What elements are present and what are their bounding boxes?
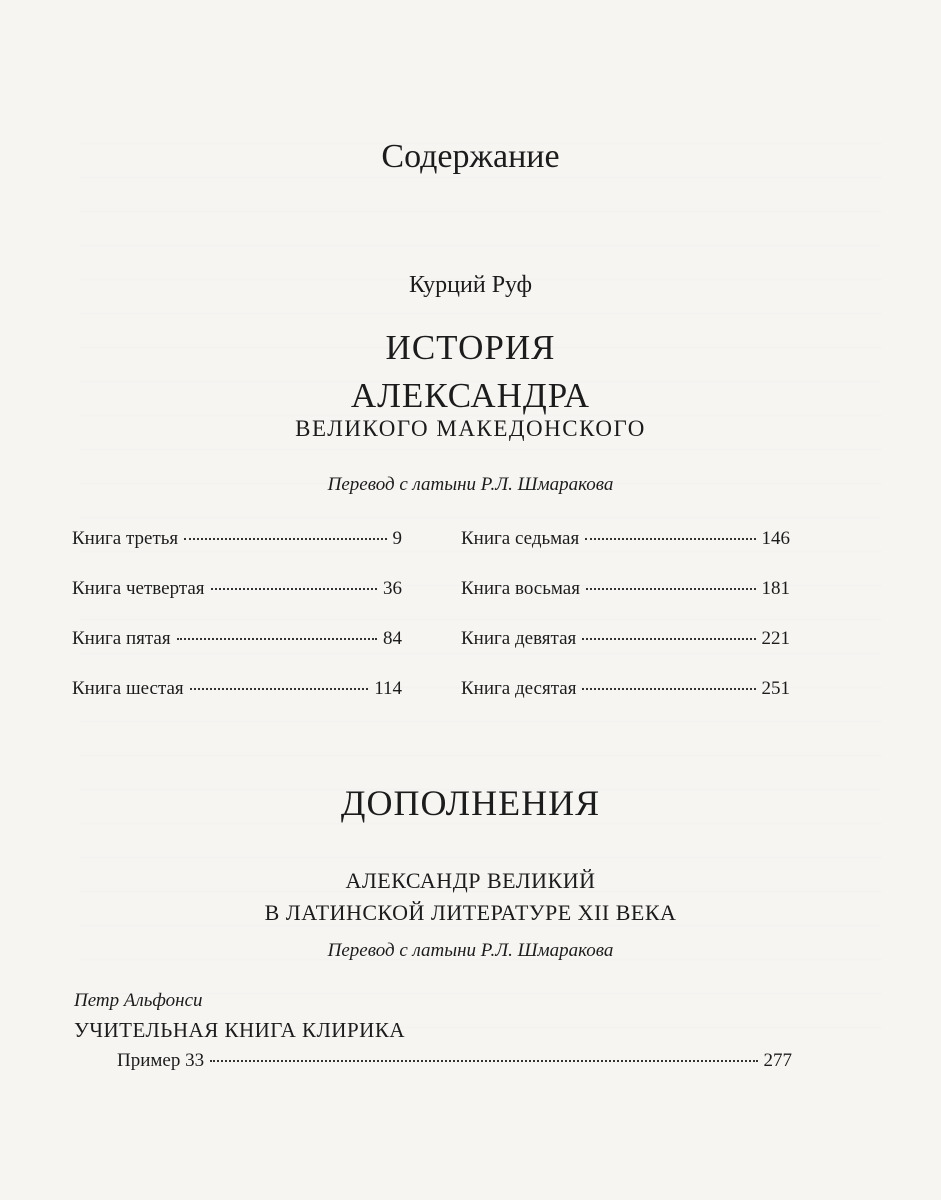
dot-leader <box>582 638 755 640</box>
section2-author: Петр Альфонси <box>74 990 203 1011</box>
toc-entry-page: 9 <box>392 528 402 549</box>
toc-entry-right-3[interactable] <box>461 628 790 656</box>
section2-subtitle-line1: АЛЕКСАНДР ВЕЛИКИЙ <box>345 868 596 893</box>
toc-entry-page: 84 <box>383 628 402 649</box>
dot-leader <box>177 638 377 640</box>
section1-title-line2: АЛЕКСАНДРА <box>350 376 591 415</box>
toc-entry-page: 251 <box>761 678 790 699</box>
dot-leader <box>190 688 369 690</box>
toc-entry-label: Книга восьмая <box>461 578 580 599</box>
section2-subtitle-line2: В ЛАТИНСКОЙ ЛИТЕРАТУРЕ XII ВЕКА <box>264 900 677 925</box>
dot-leader <box>582 688 755 690</box>
section2-translator: Перевод с латыни Р.Л. Шмаракова <box>327 940 614 961</box>
toc-entry-label: Книга пятая <box>72 628 171 649</box>
dot-leader <box>585 538 755 540</box>
toc-entry-right-1[interactable] <box>461 528 790 556</box>
toc-entry-label: Книга девятая <box>461 628 577 649</box>
toc-entry-right-2[interactable] <box>461 578 790 606</box>
toc-entry-right-4[interactable] <box>461 678 790 706</box>
section1-title-line1: ИСТОРИЯ <box>385 328 556 367</box>
section1-translator: Перевод с латыни Р.Л. Шмаракова <box>327 474 614 495</box>
section1-title <box>0 324 941 420</box>
dot-leader <box>586 588 756 590</box>
toc-entry-page: 146 <box>761 528 790 549</box>
toc-entry-left-1[interactable] <box>72 528 402 556</box>
toc-entry-left-3[interactable] <box>72 628 402 656</box>
toc-entry-page: 221 <box>761 628 790 649</box>
section1-author: Курций Руф <box>408 272 533 298</box>
toc-entry-label: Книга шестая <box>72 678 184 699</box>
toc-entry-example-33[interactable] <box>117 1050 792 1078</box>
toc-entry-label: Пример 33 <box>117 1050 205 1071</box>
toc-entry-label: Книга седьмая <box>461 528 580 549</box>
toc-entry-left-2[interactable] <box>72 578 402 606</box>
toc-entry-left-4[interactable] <box>72 678 402 706</box>
toc-entry-page: 36 <box>383 578 402 599</box>
dot-leader <box>210 1060 757 1062</box>
toc-entry-label: Книга четвертая <box>72 578 205 599</box>
section2-work-title: УЧИТЕЛЬНАЯ КНИГА КЛИРИКА <box>74 1018 405 1042</box>
toc-entry-label: Книга десятая <box>461 678 577 699</box>
toc-entry-label: Книга третья <box>72 528 179 549</box>
toc-title: Содержание <box>381 138 560 175</box>
toc-entry-page: 277 <box>763 1050 792 1071</box>
dot-leader <box>211 588 377 590</box>
toc-entry-page: 181 <box>761 578 790 599</box>
section2-heading: ДОПОЛНЕНИЯ <box>340 783 601 823</box>
section1-title-line3: ВЕЛИКОГО МАКЕДОНСКОГО <box>295 416 646 441</box>
dot-leader <box>184 538 386 540</box>
toc-entry-page: 114 <box>374 678 402 699</box>
